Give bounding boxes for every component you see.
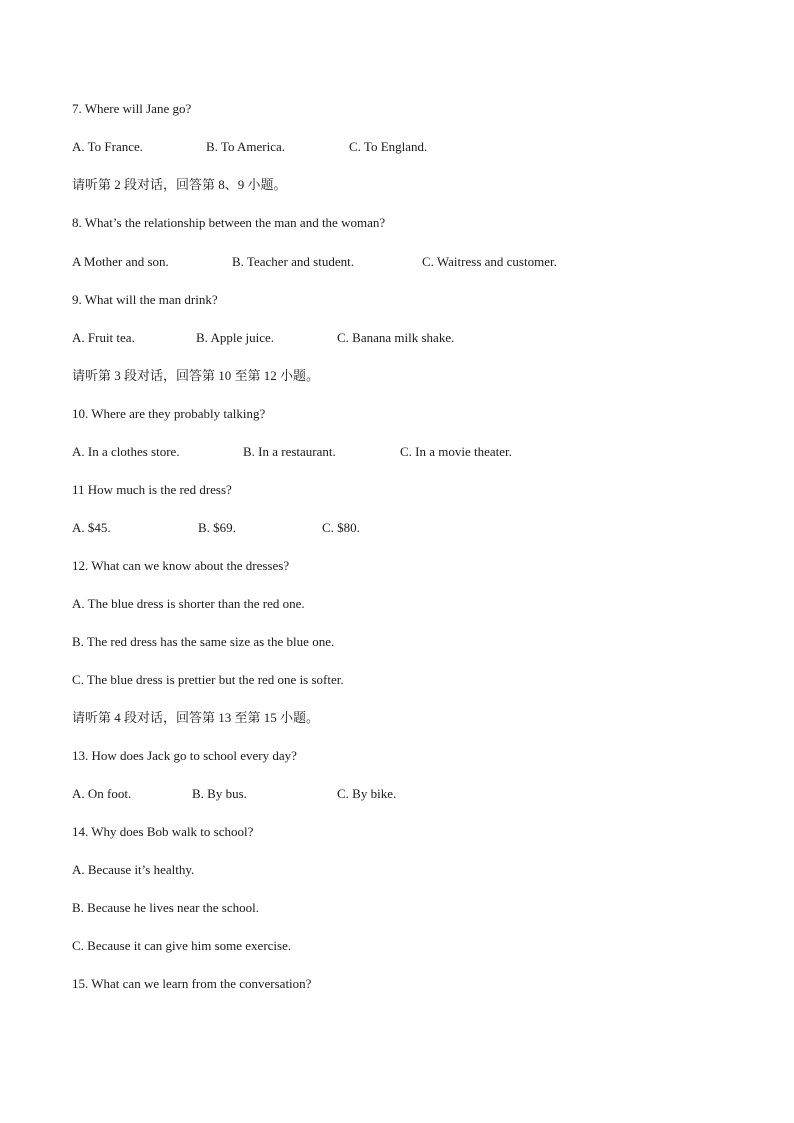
question-8: 8. What’s the relationship between the man and the woman? xyxy=(72,215,386,230)
question-11-options xyxy=(72,520,360,536)
question-13: 13. How does Jack go to school every day? xyxy=(72,748,297,763)
question-12-option-a: A. The blue dress is shorter than the red one. xyxy=(72,596,305,611)
question-10: 10. Where are they probably talking? xyxy=(72,406,266,421)
option-a: A. $45. xyxy=(72,520,111,535)
question-9-options xyxy=(72,330,454,346)
question-13-options xyxy=(72,786,396,802)
option-b: B. To America. xyxy=(206,139,286,154)
option-a: A. Fruit tea. xyxy=(72,330,135,345)
option-b: B. In a restaurant. xyxy=(243,444,336,459)
question-7-options xyxy=(72,139,427,155)
option-c: C. In a movie theater. xyxy=(400,444,512,459)
option-a: A. On foot. xyxy=(72,786,132,801)
option-b: B. $69. xyxy=(198,520,236,535)
option-a: A. In a clothes store. xyxy=(72,444,180,459)
question-8-options xyxy=(72,254,557,270)
option-c: C. To England. xyxy=(349,139,428,154)
question-14-option-c: C. Because it can give him some exercise. xyxy=(72,938,292,953)
option-b: B. Apple juice. xyxy=(196,330,274,345)
option-c: C. $80. xyxy=(322,520,360,535)
question-14-option-b: B. Because he lives near the school. xyxy=(72,900,259,915)
question-10-options xyxy=(72,444,512,460)
option-b: B. By bus. xyxy=(192,786,247,801)
section-heading-3: 请听第 3 段对话，回答第 10 至第 12 小题。 xyxy=(72,368,320,383)
question-15: 15. What can we learn from the conversation? xyxy=(72,976,312,991)
question-12-option-c: C. The blue dress is prettier but the red one is softer. xyxy=(72,672,344,687)
question-12-option-b: B. The red dress has the same size as the blue one. xyxy=(72,634,335,649)
option-c: C. Banana milk shake. xyxy=(337,330,455,345)
question-14-option-a: A. Because it’s healthy. xyxy=(72,862,195,877)
question-11: 11 How much is the red dress? xyxy=(72,482,232,497)
section-heading-2: 请听第 2 段对话，回答第 8、9 小题。 xyxy=(72,177,287,192)
question-7: 7. Where will Jane go? xyxy=(72,101,192,116)
option-b: B. Teacher and student. xyxy=(232,254,354,269)
option-a: A. To France. xyxy=(72,139,144,154)
question-14: 14. Why does Bob walk to school? xyxy=(72,824,254,839)
option-c: C. By bike. xyxy=(337,786,397,801)
section-heading-4: 请听第 4 段对话，回答第 13 至第 15 小题。 xyxy=(72,710,320,725)
question-9: 9. What will the man drink? xyxy=(72,292,218,307)
option-a: A Mother and son. xyxy=(72,254,169,269)
option-c: C. Waitress and customer. xyxy=(422,254,557,269)
question-12: 12. What can we know about the dresses? xyxy=(72,558,290,573)
